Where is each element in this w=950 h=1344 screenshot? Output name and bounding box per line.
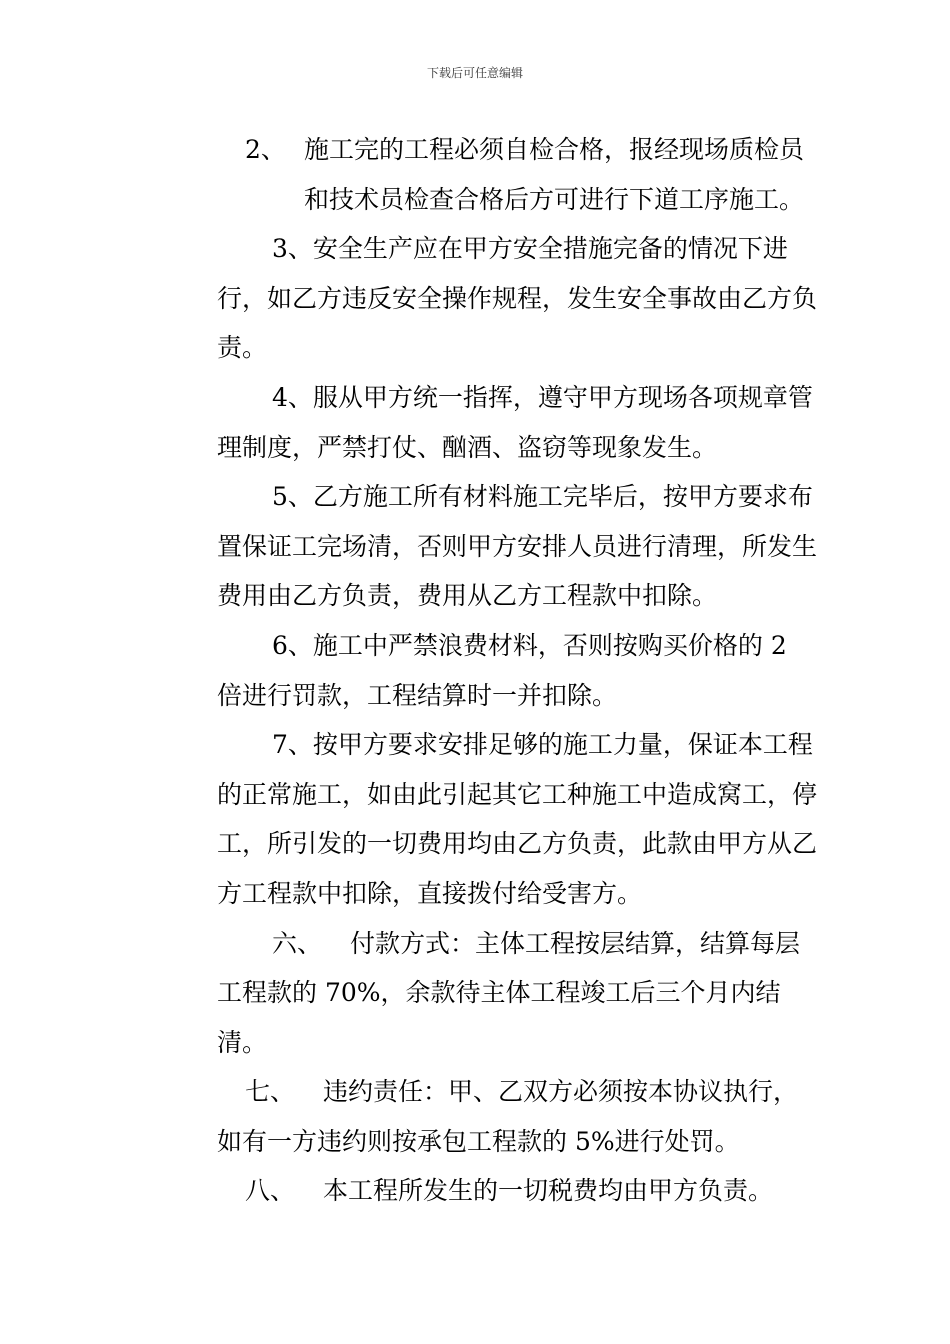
document-body [217,125,817,1216]
clause-2 [217,125,817,224]
clause-3: 3、安全生产应在甲方安全措施完备的情况下进行，如乙方违反安全操作规程，发生安全事故由乙方负责。 [217,234,818,363]
clause-4: 4、服从甲方统一指挥，遵守甲方现场各项规章管理制度，严禁打仗、酗酒、盗窃等现象发生。 [217,382,813,462]
clause-text: 施工完的工程必须自检合格，报经现场质检员和技术员检查合格后方可进行下道工序施工。 [304,135,805,214]
section-7-liability [217,1067,817,1166]
section-6-payment [217,919,817,1068]
section-number: 六、 [272,928,323,958]
clause-6: 6、施工中严禁浪费材料，否则按购买价格的 2 倍进行罚款，工程结算时一并扣除。 [217,630,787,710]
section-text: 违约责任：甲、乙双方必须按本协议执行，如有一方违约则按承包工程款的 5%进行处罚。 [217,1077,799,1156]
page-header: 下载后可任意编辑 [426,66,523,80]
section-8-taxes [217,1166,817,1216]
clause-number: 2、 [245,135,286,164]
clause-7: 7、按甲方要求安排足够的施工力量，保证本工程的正常施工，如由此引起其它工种施工中造成窝工，停工，所引发的一切费用均由乙方负责，此款由甲方从乙方工程款中扣除，直接拨付给受害方。 [217,730,818,908]
clause-5: 5、乙方施工所有材料施工完毕后，按甲方要求布置保证工完场清，否则甲方安排人员进行清理，所发生费用由乙方负责，费用从乙方工程款中扣除。 [217,482,818,611]
section-number: 八、 [245,1176,296,1206]
section-text: 付款方式：主体工程按层结算，结算每层工程款的 70%，余款待主体工程竣工后三个月内结清。 [217,928,801,1057]
section-text: 本工程所发生的一切税费均由甲方负责。 [323,1176,774,1206]
section-number: 七、 [245,1077,296,1107]
